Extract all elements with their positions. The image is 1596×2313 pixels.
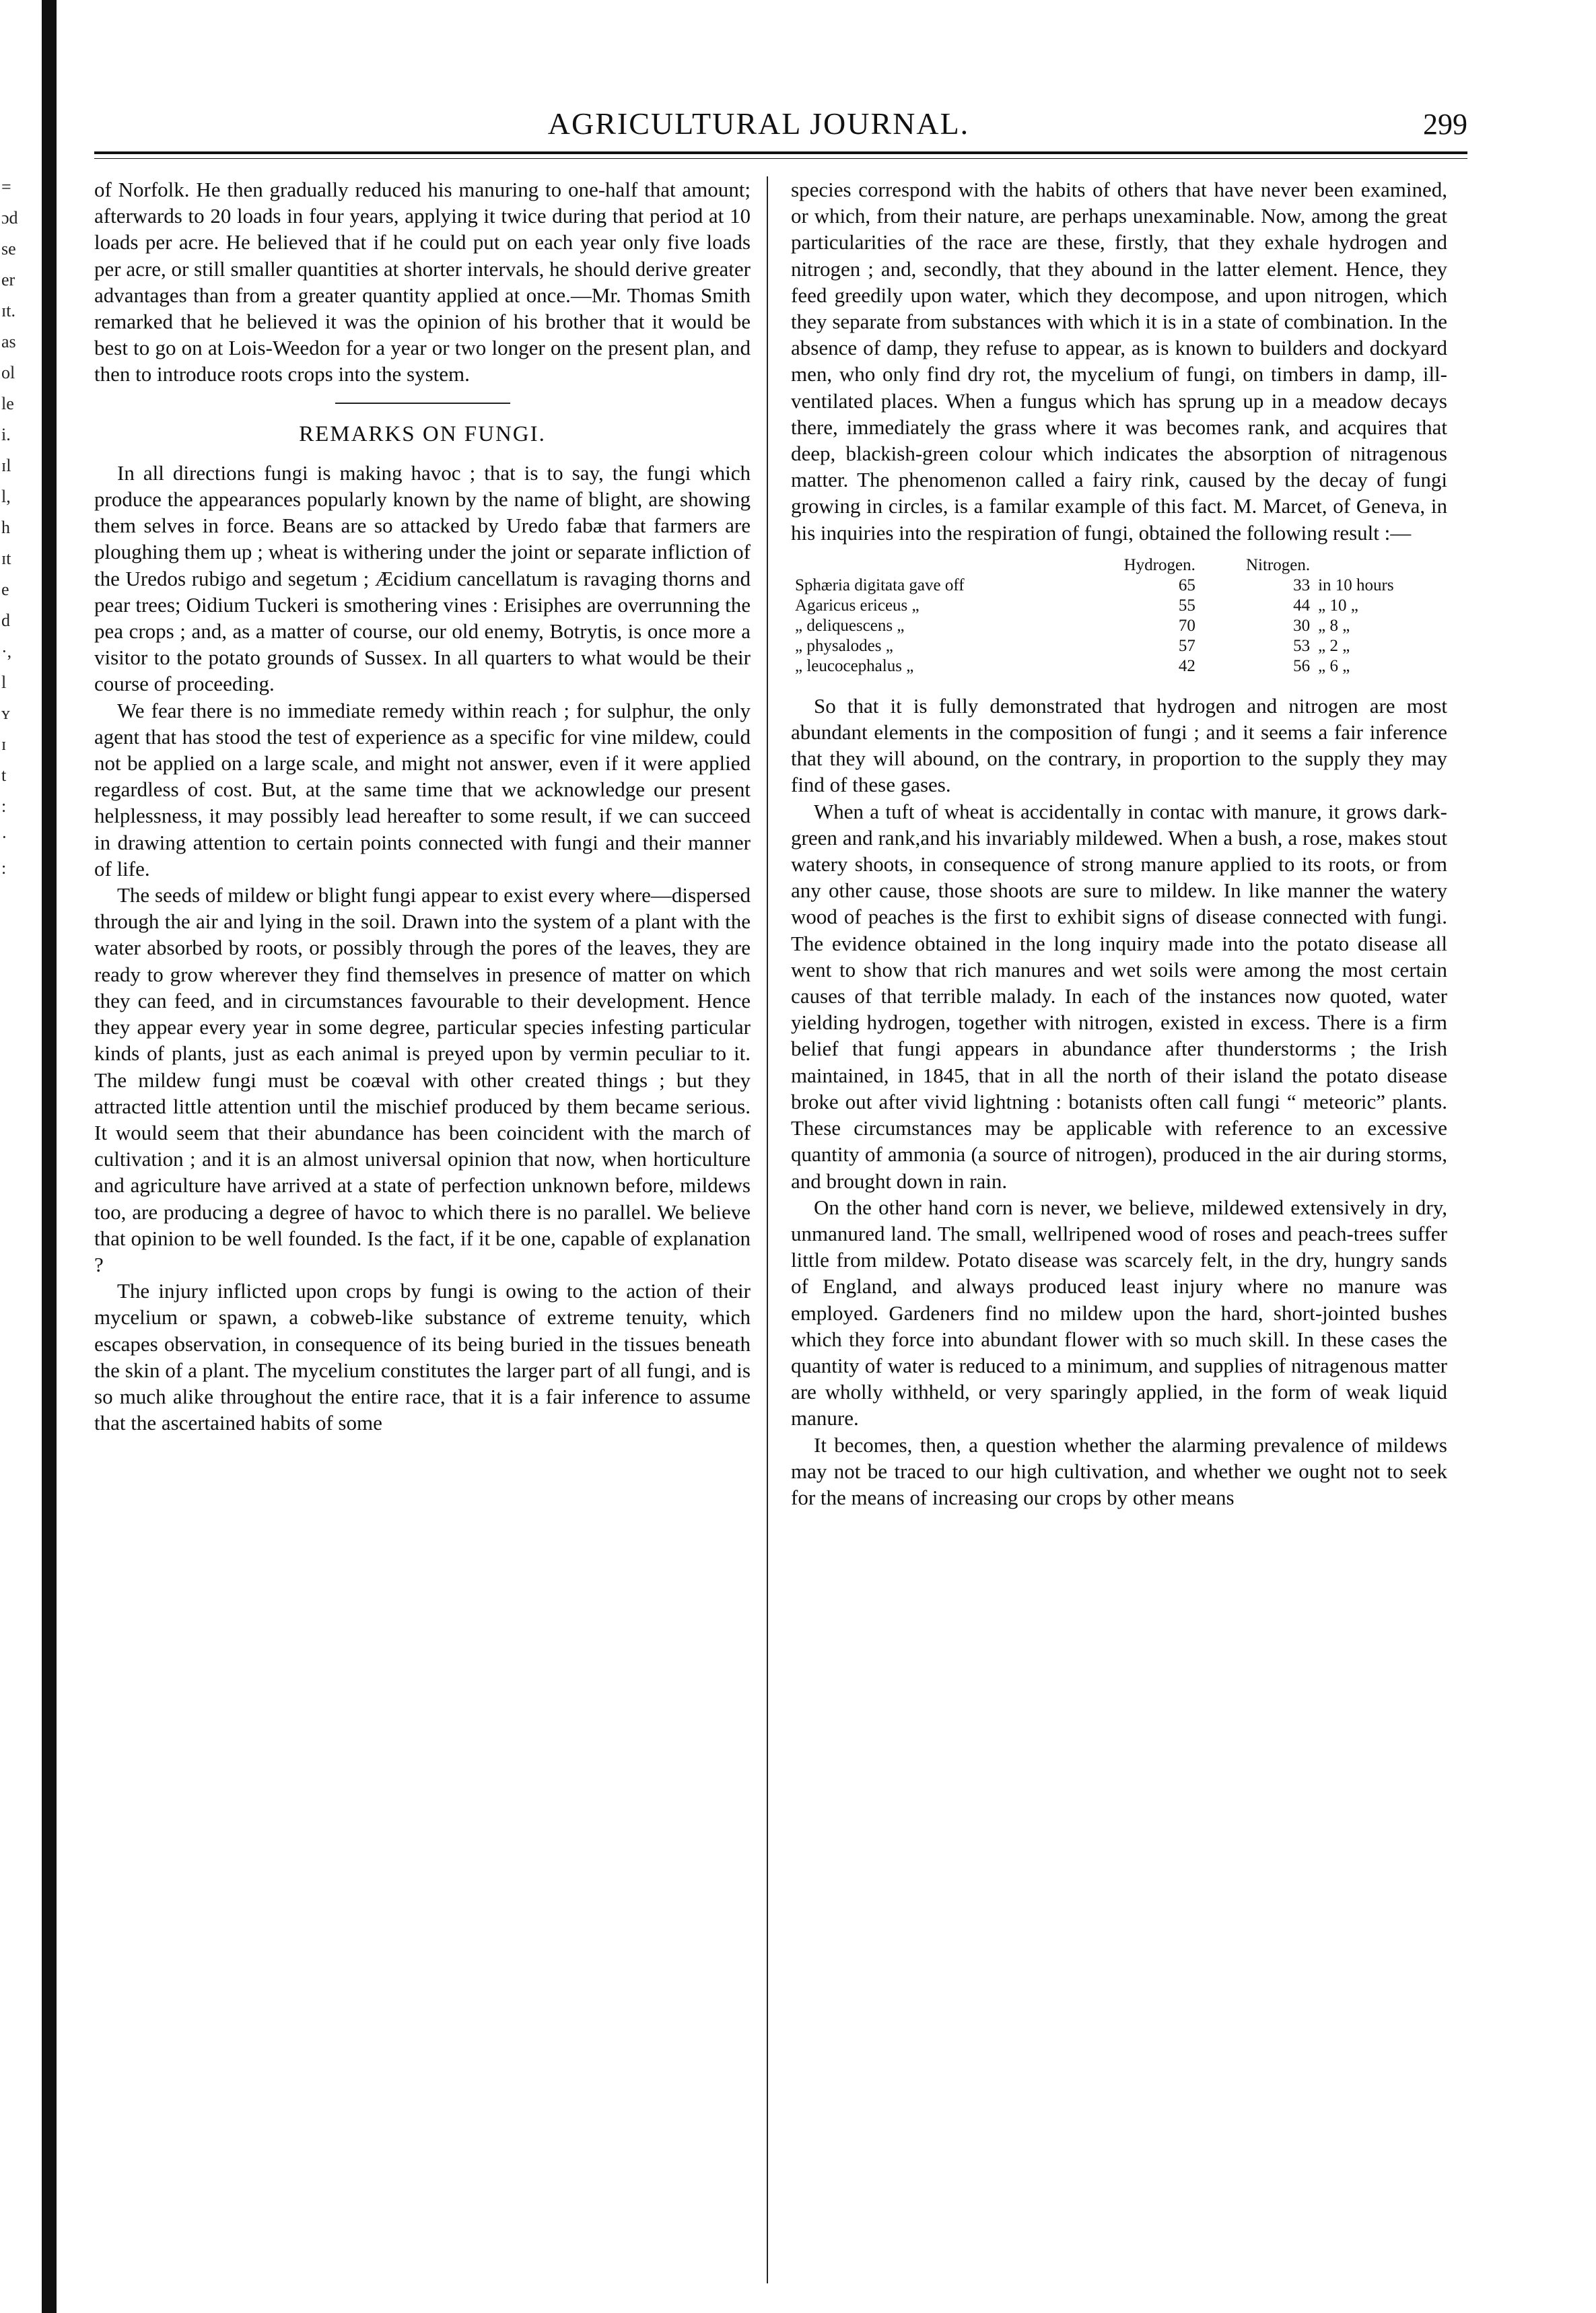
respiration-table <box>791 555 1447 677</box>
gutter-fragment: l <box>1 672 7 692</box>
species-name: Agaricus ericeus „ <box>795 596 920 615</box>
gutter-fragment: : <box>1 796 7 816</box>
gutter-fragment: se <box>1 239 16 258</box>
gutter-fragment: as <box>1 332 16 351</box>
running-title: AGRICULTURAL JOURNAL. <box>547 106 970 141</box>
nitrogen-value: 30 <box>1293 616 1311 635</box>
hydrogen-value: 57 <box>1178 636 1195 655</box>
header-rule-thin <box>94 158 1467 159</box>
paragraph: So that it is fully demonstrated that hydrogen and nitrogen are most abundant elements in the composition of fungi ; and it seems a fair inference that they will abound, on the contrary, in proportion to the supply they may find of these gases. <box>791 693 1447 797</box>
section-divider <box>335 403 510 404</box>
gutter-fragment: e <box>1 580 9 599</box>
right-column <box>791 176 1447 2290</box>
gutter-fragment: le <box>1 394 14 413</box>
left-column <box>94 176 751 2290</box>
species-name: „ leucocephalus „ <box>795 656 914 675</box>
duration: „ 6 „ <box>1318 656 1350 675</box>
nitrogen-value: 53 <box>1293 636 1311 655</box>
gutter-fragment: = <box>1 177 11 197</box>
species-name: Sphæria digitata gave off <box>795 576 965 594</box>
paragraph: On the other hand corn is never, we believe, mildewed extensively in dry, unmanured land. The small, wellripened wood of roses and peach-trees suffer little from mildew. Potato disease was scarcely felt, in the dry, hungry sands of England, and always produced least injury where no manure was employed. Gardeners find no mildew upon the hard, short-jointed bushes which they force into abundant flower with so much skill. In these cases the quantity of water is reduced to a minimum, and supplies of nitragenous matter are wholly withheld, or very sparingly applied, in the form of weak liquid manure. <box>791 1195 1447 1430</box>
header-rule <box>94 151 1467 154</box>
nitrogen-value: 33 <box>1293 576 1311 594</box>
table-header-row <box>791 555 1447 576</box>
gutter-fragment: h <box>1 518 10 537</box>
gutter-fragment: : <box>1 858 7 878</box>
duration: „ 2 „ <box>1318 636 1350 655</box>
paragraph: of Norfolk. He then gradually reduced his manuring to one-half that amount; afterwards to 20 loads in four years, applying it twice during that period at 10 loads per acre. He believed that if he could put on each year only five loads per acre, or still smaller quantities at shorter intervals, he should derive greater advantages than from a greater quantity applied at once.—Mr. Thomas Smith remarked that he believed it was the opinion of his brother that it would be best to go on at Lois-Weedon for a year or two longer on the present plan, and then to introduce roots crops into the system. <box>94 178 751 386</box>
table-header-nitrogen: Nitrogen. <box>1245 555 1311 574</box>
gutter-fragment: ·, <box>1 642 12 661</box>
table-header-blank <box>1314 555 1447 576</box>
table-row <box>791 616 1447 636</box>
table-row <box>791 576 1447 596</box>
gutter-fragment: i. <box>1 425 11 444</box>
gutter-fragment: ɪ <box>1 734 7 754</box>
gutter-fragment: er <box>1 270 15 289</box>
gutter-fragment: t <box>1 765 7 785</box>
table-header-blank <box>791 555 1073 576</box>
hydrogen-value: 65 <box>1178 576 1195 594</box>
gutter-fragment: ɪt <box>1 549 11 568</box>
gutter-fragment: ʏ <box>1 703 10 723</box>
duration: in 10 hours <box>1318 576 1394 594</box>
gutter-fragment: l, <box>1 487 11 506</box>
section-title: REMARKS ON FUNGI. <box>299 421 546 446</box>
paragraph: The seeds of mildew or blight fungi appear to exist every where—dispersed through the air and lying in the soil. Drawn into the system of a plant with the water absorbed by roots, or possibly through the pores of the leaves, they are ready to grow wherever they find themselves in presence of matter on which they can feed, and in circumstances favourable to their development. Hence they appear every year in some degree, particular species infesting particular kinds of plants, just as each animal is preyed upon by vermin peculiar to it. The mildew fungi must be coæval with other created things ; but they attracted little attention until the mischief produced by them became serious. It would seem that their abundance has been coincident with the march of cultivation ; and it is an almost universal opinion that now, when horticulture and agriculture have arrived at a state of perfection unknown before, mildews too, are producing a degree of havoc to which there is no parallel. We believe that opinion to be well founded. Is the fact, if it be one, capable of explanation ? <box>94 883 751 1276</box>
paragraph: When a tuft of wheat is accidentally in contac with manure, it grows dark-green and rank,and his invariably mildewed. When a bush, a rose, makes stout watery shoots, in consequence of strong manure applied to its roots, or from any other cause, those shoots are sure to mildew. In like manner the watery wood of peaches is the first to exhibit signs of disease connected with fungi. The evidence obtained in the long inquiry made into the potato disease all went to show that rich manures and wet soils were among the most certain causes of that terrible malady. In each of the instances now quoted, water yielding hydrogen, together with nitrogen, existed in excess. There is a firm belief that fungi appears in abundance after thunderstorms ; the Irish maintained, in 1845, that in all the north of their island the potato disease broke out after vivid lightning : botanists often call fungi “ meteoric” plants. These circumstances may be applicable with reference to an excessive quantity of ammonia (a source of nitrogen), produced in the air during storms, and brought down in rain. <box>791 799 1447 1193</box>
paragraph: The injury inflicted upon crops by fungi is owing to the action of their mycelium or spawn, a cobweb-like substance of extreme tenuity, which escapes observation, in consequence of its being buried in the tissues beneath the skin of a plant. The mycelium constitutes the larger part of all fungi, and is so much alike throughout the entire race, that it is a fair inference to assume that the ascertained habits of some <box>94 1279 751 1435</box>
paragraph: In all directions fungi is making havoc ; that is to say, the fungi which produce the appearances popularly known by the name of blight, are showing them selves in force. Beans are so attacked by Uredo fabæ that farmers are ploughing them up ; wheat is withering under the joint or separate infliction of the Uredos rubigo and segetum ; Æcidium cancellatum is ravaging thorns and pear trees; Oidium Tuckeri is smothering vines : Erisiphes are overrunning the pea crops ; and, as a matter of course, our old enemy, Botrytis, is once more a visitor to the potato grounds of Sussex. In all quarters to what would be their course of proceeding. <box>94 460 751 696</box>
hydrogen-value: 55 <box>1178 596 1195 615</box>
gutter-fragment: · <box>1 827 7 847</box>
table-row <box>791 636 1447 656</box>
gutter-fragment: ol <box>1 363 15 382</box>
hydrogen-value: 70 <box>1178 616 1195 635</box>
species-name: „ physalodes „ <box>795 636 893 655</box>
gutter-fragment: ɪt. <box>1 301 15 320</box>
gutter-fragment: d <box>1 611 10 630</box>
table-header-hydrogen: Hydrogen. <box>1123 555 1195 574</box>
column-divider <box>767 176 768 2283</box>
paragraph: It becomes, then, a question whether the alarming prevalence of mildews may not be traced to our high cultivation, and whether we ought not to seek for the means of increasing our crops by other means <box>791 1432 1447 1509</box>
page-number: 299 <box>1423 108 1467 141</box>
table-row <box>791 656 1447 677</box>
nitrogen-value: 56 <box>1293 656 1311 675</box>
gutter-fragment: ɔd <box>1 208 18 228</box>
paragraph: species correspond with the habits of others that have never been examined, or which, from their nature, are perhaps unexaminable. Now, among the great particularities of the race are these, firstly, that they exhale hydrogen and nitrogen ; and, secondly, that they abound in the latter element. Hence, they feed greedily upon water, which they decompose, and upon nitrogen, which they separate from substances with which it is in a state of combination. In the absence of damp, they refuse to appear, as is known to builders and dockyard men, who only find dry rot, the mycelium of fungi, on timbers in damp, ill-ventilated places. When a fungus which has sprung up in a meadow decays there, immediately the grass where it was becomes rank, and acquires that deep, blackish-green colour which indicates the absorption of nitragenous matter. The phenomenon called a fairy rink, caused by the decay of fungi growing in circles, is a familar example of this fact. M. Marcet, of Geneva, in his inquiries into the respiration of fungi, obtained the following result :— <box>791 178 1447 545</box>
book-binding-edge <box>42 0 57 2313</box>
species-name: „ deliquescens „ <box>795 616 905 635</box>
hydrogen-value: 42 <box>1178 656 1195 675</box>
nitrogen-value: 44 <box>1293 596 1311 615</box>
paragraph: We fear there is no immediate remedy within reach ; for sulphur, the only agent that has stood the test of experience as a specific for vine mildew, could not be applied on a large scale, and might not answer, even if it were applied regardless of cost. But, at the same time that we acknowledge our present helplessness, it may possibly lead hereafter to some result, if we can succeed in drawing attention to certain points connected with fungi and their manner of life. <box>94 698 751 881</box>
table-row <box>791 596 1447 616</box>
page-header <box>94 94 1467 141</box>
duration: „ 10 „ <box>1318 596 1358 615</box>
duration: „ 8 „ <box>1318 616 1350 635</box>
gutter-fragment: ɪl <box>1 456 11 475</box>
